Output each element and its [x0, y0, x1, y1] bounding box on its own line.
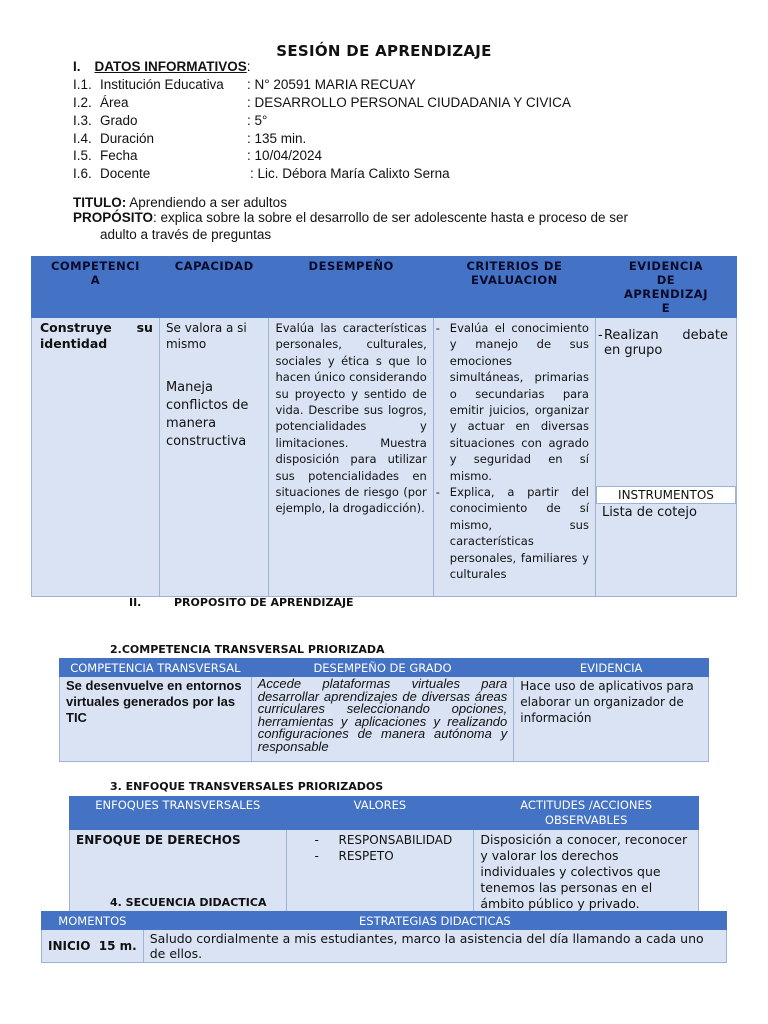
section-2-number: II.	[129, 596, 142, 609]
estrategia-cell: Saludo cordialmente a mis estudiantes, marco la asistencia del día llamando a cada uno de ellos.	[143, 930, 726, 963]
section-1-heading: I. DATOS INFORMATIVOS:	[73, 59, 251, 74]
desempeno-cell: Evalúa las características personales, culturales, sociales y ética s que lo hacen único considerando su proyecto y sentido de vida. Describe sus logros, potencialidades y limitaciones. Muestra disposición para utilizar sus potencialidades en situaciones de riesgo (por ejemplo, la drogadicción).	[269, 318, 433, 597]
header-desempeno: DESEMPEÑO	[269, 257, 433, 318]
section-2-label: PROPOSITO DE APRENDIZAJE	[174, 596, 354, 609]
valores-cell	[286, 830, 474, 915]
section-1-number: I.	[73, 59, 81, 74]
info-row-area: I.2. Área : DESARROLLO PERSONAL CIUDADANIA Y CIVICA	[73, 95, 571, 110]
evidencia-cell	[595, 318, 736, 597]
competencia-transversal-table	[59, 658, 709, 762]
instrumento-value: Lista de cotejo	[601, 505, 697, 520]
table-row	[60, 677, 709, 762]
valor-item: - RESPETO	[314, 849, 394, 863]
secuencia-table	[41, 911, 727, 963]
header-desempeno-grado: DESEMPEÑO DE GRADO	[251, 659, 514, 677]
header-momentos: MOMENTOS	[42, 912, 144, 930]
info-row-grado: I.3. Grado : 5°	[73, 113, 268, 128]
evidencia-transversal-cell: Hace uso de aplicativos para elaborar un organizador de información	[514, 677, 709, 762]
secuencia-heading: 4. SECUENCIA DIDACTICA	[110, 896, 267, 909]
page-title: SESIÓN DE APRENDIZAJE	[276, 42, 492, 60]
header-capacidad: CAPACIDAD	[159, 257, 269, 318]
capacidad-2: Maneja conflictos de manera constructiva	[165, 379, 249, 449]
table-header-row	[32, 257, 737, 318]
table-row	[32, 318, 737, 597]
momento-cell: INICIO 15 m.	[42, 930, 144, 963]
header-actitudes: ACTITUDES /ACCIONES OBSERVABLES	[474, 797, 699, 830]
capacidad-cell	[159, 318, 269, 597]
info-row-institucion: I.1. Institución Educativa : N° 20591 MARIA RECUAY	[73, 77, 416, 92]
header-criterios: CRITERIOS DE EVALUACION	[433, 257, 595, 318]
competencia-cell: Construye su identidad	[32, 318, 160, 597]
capacidad-1: Se valora a si mismo	[165, 321, 247, 352]
criterio-2: - Explica, a partir del conocimiento de sí mismo, sus características personales, familiares y culturales	[435, 485, 589, 582]
comp-transversal-heading: 2.COMPETENCIA TRANSVERSAL PRIORIZADA	[110, 643, 385, 656]
table-row	[42, 930, 727, 963]
section-1-label: DATOS INFORMATIVOS	[94, 59, 247, 74]
evidencia-text: - Realizan debate en grupo	[597, 328, 728, 358]
info-row-fecha: I.5. Fecha : 10/04/2024	[73, 148, 323, 163]
enfoque-cell: ENFOQUE DE DERECHOS	[70, 830, 287, 915]
instrumentos-label: INSTRUMENTOS	[596, 486, 736, 504]
enfoques-heading: 3. ENFOQUE TRANSVERSALES PRIORIZADOS	[110, 780, 384, 793]
table-header-row	[70, 797, 699, 830]
info-row-docente: I.6. Docente : Lic. Débora María Calixto Serna	[73, 166, 450, 181]
criterios-cell	[433, 318, 595, 597]
table-header-row	[60, 659, 709, 677]
proposito-line: PROPÓSITO: explica sobre la sobre el desarrollo de ser adolescente hasta e proceso de ser	[73, 210, 629, 225]
header-competencia-transversal: COMPETENCIA TRANSVERSAL	[60, 659, 252, 677]
criterio-1: - Evalúa el conocimiento y manejo de sus emociones simultáneas, primarias o secundarias para emitir juicios, organizar y actuar en diversas situaciones con agrado y seguridad en sí mismo.	[435, 321, 589, 483]
header-enfoques: ENFOQUES TRANSVERSALES	[70, 797, 287, 830]
actitudes-cell: Disposición a conocer, reconocer y valorar los derechos individuales y colectivos que tenemos las personas en el ámbito público y privado.	[474, 830, 699, 915]
valor-item: - RESPONSABILIDAD	[314, 833, 453, 847]
proposito-line-2: adulto a través de preguntas	[100, 227, 272, 242]
header-valores: VALORES	[286, 797, 474, 830]
titulo-line: TITULO: Aprendiendo a ser adultos	[73, 195, 287, 210]
header-evidencia: EVIDENCIA DE APRENDIZAJ E	[595, 257, 736, 318]
desempeno-grado-cell: Accede plataformas virtuales para desarrollar aprendizajes de diversas áreas curriculares seleccionando opciones, herramientas y aplicaciones y realizando configuraciones de manera autónoma y responsable	[251, 677, 514, 762]
header-estrategias: ESTRATEGIAS DIDACTICAS	[143, 912, 726, 930]
competencia-transversal-cell: Se desenvuelve en entornos virtuales generados por las TIC	[60, 677, 252, 762]
competencias-table	[31, 256, 737, 597]
info-row-duracion: I.4. Duración : 135 min.	[73, 131, 307, 146]
table-header-row	[42, 912, 727, 930]
header-competencia: COMPETENCI A	[32, 257, 160, 318]
header-evidencia: EVIDENCIA	[514, 659, 709, 677]
